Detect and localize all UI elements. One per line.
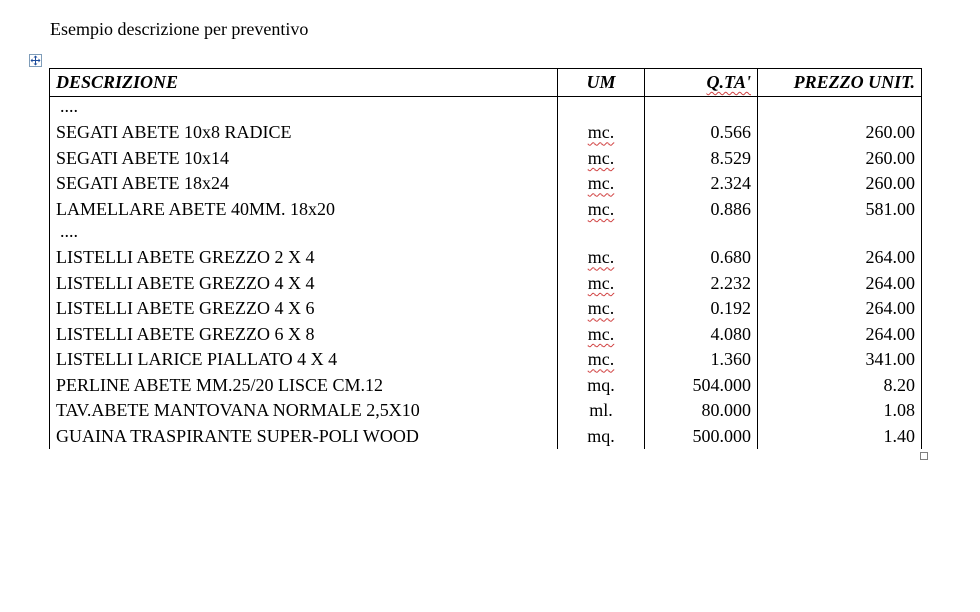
row-price-text: 1.08 bbox=[883, 400, 915, 421]
row-unit bbox=[558, 347, 645, 373]
row-description bbox=[50, 222, 558, 245]
row-quantity-text: 80.000 bbox=[701, 400, 751, 421]
header-description: DESCRIZIONE bbox=[50, 69, 558, 97]
table-resize-handle-icon[interactable] bbox=[920, 452, 928, 460]
row-quantity-text: 2.232 bbox=[710, 272, 751, 293]
row-unit bbox=[558, 245, 645, 271]
row-unit-text: mc. bbox=[587, 272, 615, 293]
row-description-text: LISTELLI ABETE GREZZO 4 X 6 bbox=[56, 298, 315, 319]
table-row bbox=[50, 322, 922, 348]
row-quantity bbox=[645, 373, 758, 399]
row-price bbox=[758, 245, 922, 271]
row-unit bbox=[558, 322, 645, 348]
table-row bbox=[50, 373, 922, 399]
row-unit bbox=[558, 373, 645, 399]
row-description-text: LISTELLI LARICE PIALLATO 4 X 4 bbox=[56, 349, 338, 370]
quote-table bbox=[49, 68, 922, 449]
row-description bbox=[50, 296, 558, 322]
row-description-text: SEGATI ABETE 10x14 bbox=[56, 147, 229, 168]
row-quantity bbox=[645, 171, 758, 197]
row-price-text: 581.00 bbox=[865, 198, 915, 219]
row-unit-text: ml. bbox=[589, 400, 613, 421]
header-quantity bbox=[645, 69, 758, 97]
table-row bbox=[50, 197, 922, 223]
row-price bbox=[758, 120, 922, 146]
row-description-text: LISTELLI ABETE GREZZO 4 X 4 bbox=[56, 272, 315, 293]
table-move-handle-icon[interactable] bbox=[29, 54, 42, 67]
row-quantity-text: 0.566 bbox=[710, 122, 751, 143]
row-price-text: 264.00 bbox=[865, 247, 915, 268]
row-unit-text: mc. bbox=[587, 122, 615, 143]
row-price bbox=[758, 197, 922, 223]
row-description-text: TAV.ABETE MANTOVANA NORMALE 2,5X10 bbox=[56, 400, 420, 421]
row-unit-text: mq. bbox=[587, 425, 615, 446]
table-row bbox=[50, 120, 922, 146]
table-row bbox=[50, 245, 922, 271]
row-unit bbox=[558, 171, 645, 197]
row-unit bbox=[558, 296, 645, 322]
row-quantity bbox=[645, 424, 758, 450]
row-quantity bbox=[645, 197, 758, 223]
row-quantity bbox=[645, 296, 758, 322]
header-quantity-label: Q.TA' bbox=[706, 72, 751, 92]
row-price-text: 1.40 bbox=[883, 425, 915, 446]
row-price-text: 260.00 bbox=[865, 147, 915, 168]
row-price bbox=[758, 222, 922, 245]
row-unit bbox=[558, 424, 645, 450]
row-description-text: SEGATI ABETE 18x24 bbox=[56, 173, 229, 194]
row-price-text: 260.00 bbox=[865, 122, 915, 143]
row-unit-text: mc. bbox=[587, 323, 615, 344]
row-unit-text: mq. bbox=[587, 374, 615, 395]
row-quantity-text: 1.360 bbox=[710, 349, 751, 370]
header-row bbox=[50, 69, 922, 97]
row-quantity-text: 4.080 bbox=[710, 323, 751, 344]
row-unit-text: mc. bbox=[587, 147, 615, 168]
row-quantity bbox=[645, 222, 758, 245]
row-unit-text: mc. bbox=[587, 198, 615, 219]
table-row bbox=[50, 271, 922, 297]
row-price bbox=[758, 398, 922, 424]
table-row bbox=[50, 146, 922, 172]
row-description-text: GUAINA TRASPIRANTE SUPER-POLI WOOD bbox=[56, 425, 419, 446]
row-description bbox=[50, 171, 558, 197]
row-description-text: LISTELLI ABETE GREZZO 6 X 8 bbox=[56, 323, 315, 344]
row-description bbox=[50, 271, 558, 297]
table-row bbox=[50, 398, 922, 424]
table-row bbox=[50, 424, 922, 450]
row-unit-text: mc. bbox=[587, 173, 615, 194]
row-unit bbox=[558, 146, 645, 172]
table-row bbox=[50, 171, 922, 197]
row-description bbox=[50, 322, 558, 348]
table-row bbox=[50, 296, 922, 322]
row-description bbox=[50, 424, 558, 450]
row-quantity bbox=[645, 120, 758, 146]
table-row bbox=[50, 347, 922, 373]
separator-row bbox=[50, 97, 922, 121]
row-quantity bbox=[645, 97, 758, 121]
row-price bbox=[758, 171, 922, 197]
row-quantity bbox=[645, 322, 758, 348]
row-price bbox=[758, 296, 922, 322]
row-quantity-text: 2.324 bbox=[710, 173, 751, 194]
row-unit bbox=[558, 271, 645, 297]
row-quantity-text: 0.886 bbox=[710, 198, 751, 219]
row-description-text: .... bbox=[60, 221, 78, 241]
row-quantity bbox=[645, 398, 758, 424]
row-price-text: 8.20 bbox=[883, 374, 915, 395]
row-price-text: 264.00 bbox=[865, 323, 915, 344]
row-unit bbox=[558, 120, 645, 146]
row-quantity-text: 500.000 bbox=[692, 425, 751, 446]
row-price bbox=[758, 347, 922, 373]
row-description bbox=[50, 347, 558, 373]
header-unit: UM bbox=[558, 69, 645, 97]
row-description-text: LAMELLARE ABETE 40MM. 18x20 bbox=[56, 198, 335, 219]
header-unit-price: PREZZO UNIT. bbox=[758, 69, 922, 97]
row-quantity-text: 504.000 bbox=[692, 374, 751, 395]
row-description bbox=[50, 97, 558, 121]
row-unit bbox=[558, 197, 645, 223]
row-description bbox=[50, 398, 558, 424]
row-price-text: 264.00 bbox=[865, 272, 915, 293]
row-description-text: .... bbox=[60, 96, 78, 116]
row-quantity bbox=[645, 271, 758, 297]
document-title: Esempio descrizione per preventivo bbox=[50, 19, 309, 39]
row-price-text: 341.00 bbox=[865, 349, 915, 370]
row-price-text: 264.00 bbox=[865, 298, 915, 319]
row-quantity-text: 0.192 bbox=[710, 298, 751, 319]
row-price bbox=[758, 322, 922, 348]
row-unit-text: mc. bbox=[587, 247, 615, 268]
row-description-text: SEGATI ABETE 10x8 RADICE bbox=[56, 122, 292, 143]
row-description bbox=[50, 120, 558, 146]
row-quantity bbox=[645, 347, 758, 373]
row-price bbox=[758, 271, 922, 297]
separator-row bbox=[50, 222, 922, 245]
row-description bbox=[50, 197, 558, 223]
row-price bbox=[758, 373, 922, 399]
row-price bbox=[758, 97, 922, 121]
row-quantity bbox=[645, 245, 758, 271]
row-unit-text: mc. bbox=[587, 349, 615, 370]
row-price bbox=[758, 424, 922, 450]
row-price bbox=[758, 146, 922, 172]
row-quantity-text: 8.529 bbox=[710, 147, 751, 168]
row-unit-text: mc. bbox=[587, 298, 615, 319]
row-unit bbox=[558, 97, 645, 121]
row-description-text: LISTELLI ABETE GREZZO 2 X 4 bbox=[56, 247, 315, 268]
row-description bbox=[50, 146, 558, 172]
row-description-text: PERLINE ABETE MM.25/20 LISCE CM.12 bbox=[56, 374, 384, 395]
row-quantity bbox=[645, 146, 758, 172]
row-unit bbox=[558, 222, 645, 245]
row-description bbox=[50, 373, 558, 399]
row-description bbox=[50, 245, 558, 271]
row-price-text: 260.00 bbox=[865, 173, 915, 194]
row-quantity-text: 0.680 bbox=[710, 247, 751, 268]
row-unit bbox=[558, 398, 645, 424]
